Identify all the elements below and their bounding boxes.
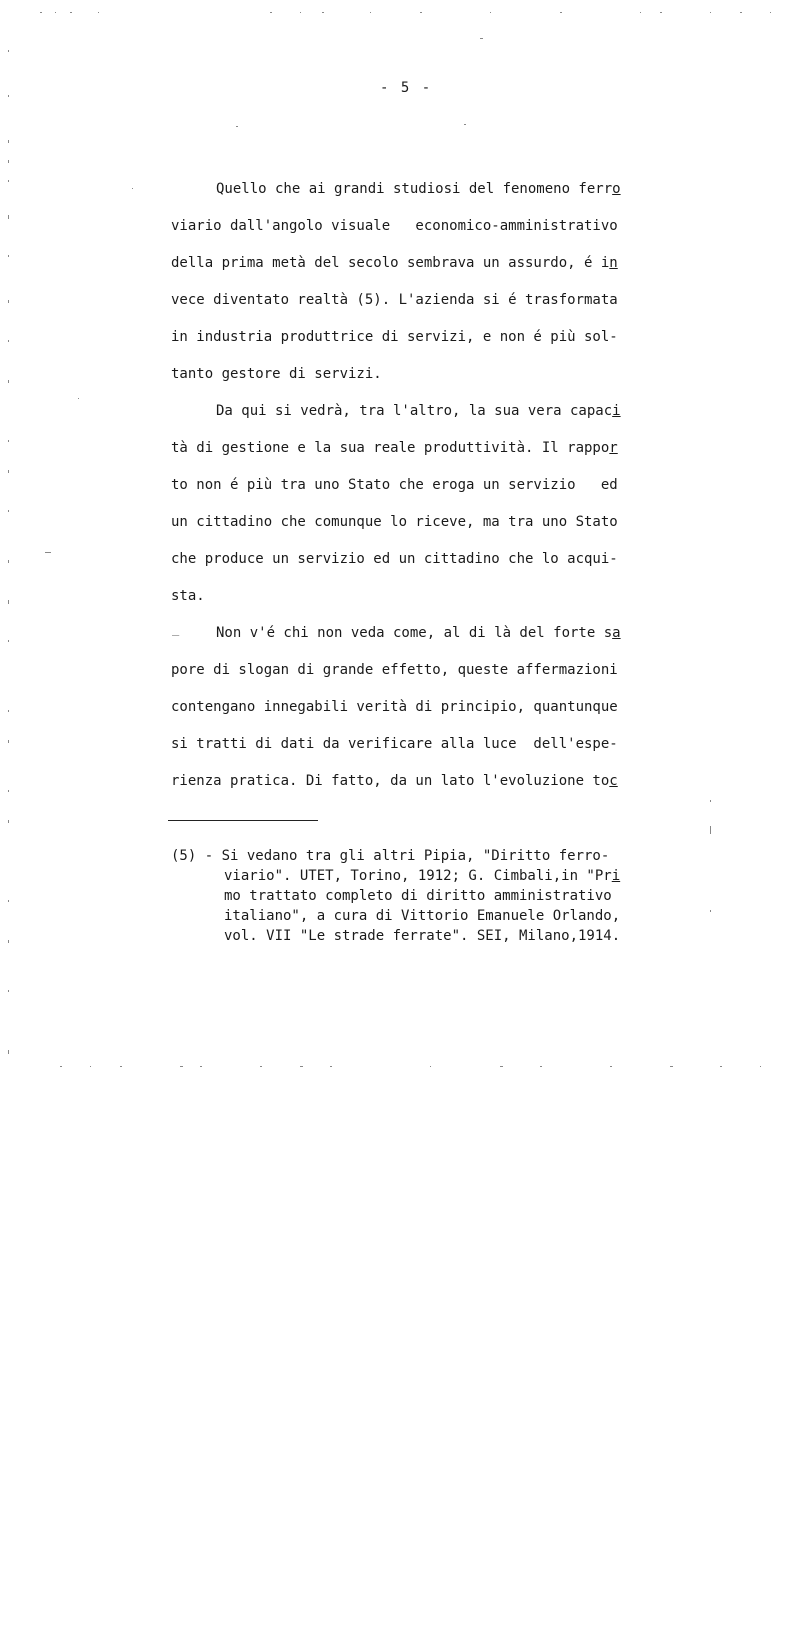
footnote <box>171 846 691 946</box>
text-line: Quello che ai grandi studiosi del fenomeno ferro <box>216 181 621 197</box>
text-line: tanto gestore di servizi. <box>171 366 382 382</box>
stray-mark: _ <box>172 622 180 636</box>
body-text <box>171 176 671 805</box>
text-line: pore di slogan di grande effetto, queste affermazioni <box>171 662 618 678</box>
text-line: della prima metà del secolo sembrava un assurdo, é in <box>171 255 618 271</box>
text-line: viario dall'angolo visuale economico-amministrativo <box>171 218 618 234</box>
footnote-line: vol. VII "Le strade ferrate". SEI, Milano,1914. <box>224 928 621 944</box>
text-line: to non é più tra uno Stato che eroga un servizio ed <box>171 477 618 493</box>
footnote-line: mo trattato completo di diritto amministrativo <box>224 888 612 904</box>
text-line: contengano innegabili verità di principio, quantunque <box>171 699 618 715</box>
text-line: che produce un servizio ed un cittadino che lo acqui- <box>171 551 618 567</box>
text-line: sta. <box>171 588 205 604</box>
text-line: vece diventato realtà (5). L'azienda si é trasformata <box>171 292 618 308</box>
text-line: rienza pratica. Di fatto, da un lato l'evoluzione toc <box>171 773 618 789</box>
text-line: si tratti di dati da verificare alla luce dell'espe- <box>171 736 618 752</box>
page-number: - 5 - <box>380 80 433 96</box>
footnote-line: viario". UTET, Torino, 1912; G. Cimbali,in "Pri <box>224 868 621 884</box>
text-line: Da qui si vedrà, tra l'altro, la sua vera capaci <box>216 403 621 419</box>
text-line: in industria produttrice di servizi, e non é più sol- <box>171 329 618 345</box>
footnote-line: (5) - Si vedano tra gli altri Pipia, "Diritto ferro- <box>171 848 610 864</box>
footnote-line: italiano", a cura di Vittorio Emanuele Orlando, <box>224 908 621 924</box>
text-line: un cittadino che comunque lo riceve, ma tra uno Stato <box>171 514 618 530</box>
text-line: Non v'é chi non veda come, al di là del forte sa <box>216 625 621 641</box>
text-line: tà di gestione e la sua reale produttività. Il rappor <box>171 440 618 456</box>
footnote-separator <box>168 820 318 821</box>
